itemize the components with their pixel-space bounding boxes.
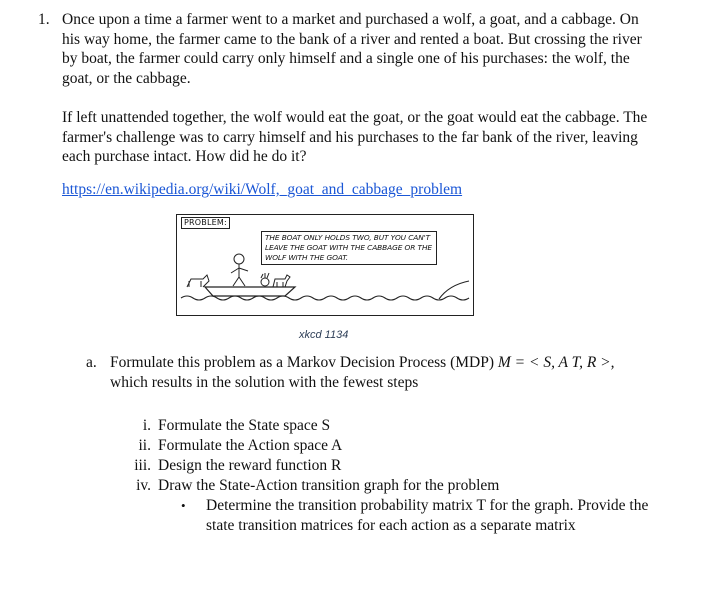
list-item-text: Formulate the State space S <box>158 417 331 434</box>
part-a-text-end: which results in the solution with the fewest steps <box>110 373 419 391</box>
list-item-text: Formulate the Action space A <box>158 437 343 454</box>
part-a-label: a. <box>86 354 97 371</box>
comic-problem-label: PROBLEM: <box>181 217 230 229</box>
list-item <box>0 476 714 496</box>
problem-paragraph-2: If left unattended together, the wolf would eat the goat, or the goat would eat the cabbage. The farmer's challenge was to carry himself and his purchases to the far bank of the river, leaving each purchase intact. How did he do it? <box>62 109 648 165</box>
mdp-tuple: M = < S, A T, R >, <box>497 354 615 371</box>
farmer-figure <box>231 254 248 286</box>
part-a-text-start: Formulate this problem as a Markov Decision Process (MDP) <box>110 354 498 371</box>
list-item-text: Design the reward function R <box>158 457 342 474</box>
bullet-text: Determine the transition probability matrix T for the graph. Provide the state transition matrices for each action as a separate matrix <box>206 497 649 534</box>
list-item-number: i. <box>142 417 151 434</box>
goat-figure <box>273 275 290 287</box>
bullet-icon: • <box>181 498 186 513</box>
list-item <box>0 416 714 436</box>
cabbage-figure <box>261 273 269 286</box>
problem-paragraph-1: Once upon a time a farmer went to a market and purchased a wolf, a goat, and a cabbage. On his way home, the farmer came to the bank of a river and rented a boat. But crossing the river by boat, the farmer could carry only himself and a single one of his purchases: the wolf, the goat, or the cabbage. <box>62 11 642 87</box>
comic-caption-box: THE BOAT ONLY HOLDS TWO, BUT YOU CAN'T LEAVE THE GOAT WITH THE CABBAGE OR THE WOLF WITH THE GOAT. <box>261 231 437 265</box>
list-item-text: Draw the State-Action transition graph for the problem <box>158 477 500 494</box>
wolf-figure <box>187 275 209 287</box>
list-item-number: ii. <box>138 437 151 454</box>
wikipedia-link[interactable]: https://en.wikipedia.org/wiki/Wolf,_goat_and_cabbage_problem <box>62 181 463 198</box>
list-item <box>0 436 714 456</box>
part-a-text <box>110 353 670 392</box>
comic-credit: xkcd 1134 <box>299 329 349 341</box>
list-item-number: iv. <box>136 477 151 494</box>
xkcd-comic-image <box>176 214 474 316</box>
list-item-number: iii. <box>134 457 151 474</box>
list-item <box>0 456 714 476</box>
question-number: 1. <box>38 11 50 28</box>
